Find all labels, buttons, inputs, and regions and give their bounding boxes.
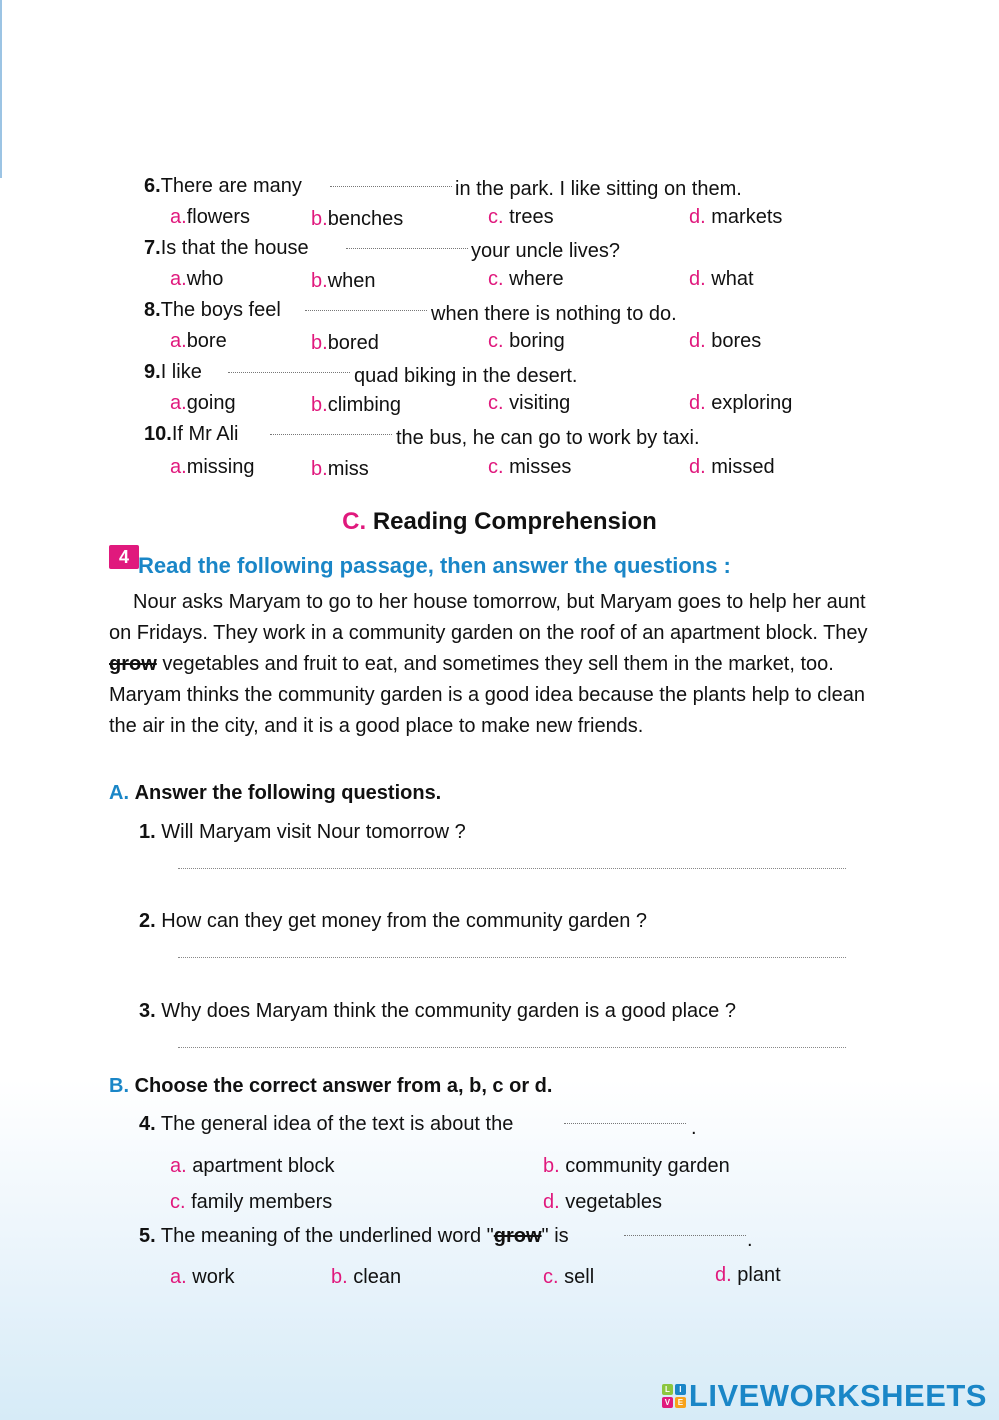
option-text: benches	[327, 208, 404, 230]
question-rest: the bus, he can go to work by taxi.	[396, 427, 700, 449]
section-title: Reading Comprehension	[372, 508, 657, 535]
option-text: work	[192, 1266, 235, 1288]
option-text: boring	[509, 330, 565, 352]
question-text: Why does Maryam think the community garden is a good place ?	[161, 1000, 736, 1022]
option-letter: a.	[170, 392, 187, 414]
option-b[interactable]	[311, 332, 379, 354]
option-letter: d.	[689, 268, 706, 290]
option-letter: c.	[488, 268, 504, 290]
option-c[interactable]	[488, 206, 554, 228]
question-text: The meaning of the underlined word "	[160, 1225, 494, 1247]
option-letter: a.	[170, 1266, 187, 1288]
option-a[interactable]	[170, 268, 223, 290]
option-letter: c.	[488, 330, 504, 352]
answer-blank[interactable]	[346, 248, 468, 249]
answer-blank[interactable]	[624, 1235, 746, 1236]
option-letter: d.	[715, 1264, 732, 1286]
question-stem	[144, 423, 238, 445]
option-text: exploring	[711, 392, 793, 414]
answer-line[interactable]	[178, 957, 846, 958]
answer-blank[interactable]	[270, 434, 392, 435]
option-letter: d.	[543, 1191, 560, 1213]
exercise-instruction: Read the following passage, then answer the questions :	[138, 553, 731, 578]
option-d[interactable]	[689, 206, 782, 228]
option-text: miss	[327, 458, 369, 480]
question-stem	[144, 175, 302, 197]
answer-blank[interactable]	[228, 372, 350, 373]
answer-line[interactable]	[178, 868, 846, 869]
option-text: climbing	[327, 394, 402, 416]
option-letter: b.	[311, 208, 328, 230]
option-c[interactable]	[488, 330, 565, 352]
question-stem	[144, 299, 281, 321]
option-letter: a.	[170, 206, 187, 228]
part-letter: B.	[109, 1075, 129, 1097]
option-d[interactable]	[689, 456, 775, 478]
option-d[interactable]	[689, 268, 754, 290]
option-letter: c.	[543, 1266, 559, 1288]
option-text: what	[711, 268, 754, 290]
option-letter: c.	[488, 392, 504, 414]
passage-highlight-word: grow	[109, 653, 157, 675]
part-title: Answer the following questions.	[134, 782, 442, 804]
logo-letter: I	[675, 1384, 686, 1395]
option-text: missed	[711, 456, 775, 478]
option-text: bore	[186, 330, 227, 352]
option-text: community garden	[565, 1155, 730, 1177]
passage-text: Nour asks Maryam to go to her house tomorrow, but Maryam goes to help her aunt on Fridays. They work in a community garden on the roof of an apartment block. They	[109, 591, 868, 644]
option-a[interactable]	[170, 206, 250, 228]
option-b[interactable]	[311, 270, 376, 292]
option-text: misses	[509, 456, 572, 478]
question-rest: your uncle lives?	[471, 240, 620, 262]
option-text: visiting	[509, 392, 571, 414]
option-text: family members	[191, 1191, 333, 1213]
option-letter: a.	[170, 456, 187, 478]
answer-blank[interactable]	[330, 186, 452, 187]
answer-blank[interactable]	[305, 310, 427, 311]
question-number: 7.	[144, 237, 161, 259]
part-a-heading	[109, 782, 441, 804]
option-d[interactable]	[689, 330, 761, 352]
option-text: going	[186, 392, 236, 414]
question-number: 1.	[139, 821, 156, 843]
option-text: flowers	[186, 206, 251, 228]
question-highlight-word: grow	[493, 1225, 542, 1247]
option-letter: c.	[170, 1191, 186, 1213]
part-letter: A.	[109, 782, 129, 804]
liveworksheets-logo[interactable]	[662, 1378, 987, 1414]
question-text: How can they get money from the community garden ?	[161, 910, 648, 932]
question-number: 8.	[144, 299, 161, 321]
question-4	[139, 1113, 513, 1135]
section-letter: C.	[342, 508, 367, 535]
sentence-end: .	[747, 1229, 753, 1251]
option-letter: a.	[170, 330, 187, 352]
section-heading	[0, 508, 999, 536]
option-letter: b.	[311, 332, 328, 354]
question-5	[139, 1225, 569, 1247]
option-letter: b.	[331, 1266, 348, 1288]
option-text: trees	[509, 206, 554, 228]
question-number: 4.	[139, 1113, 156, 1135]
option-letter: b.	[543, 1155, 560, 1177]
option-letter: c.	[488, 456, 504, 478]
question-rest: quad biking in the desert.	[354, 365, 578, 387]
option-c[interactable]	[488, 268, 564, 290]
question-rest: in the park. I like sitting on them.	[455, 178, 742, 200]
option-a[interactable]	[170, 456, 254, 478]
question-text: " is	[541, 1225, 569, 1247]
question-stem	[144, 361, 202, 383]
option-letter: d.	[689, 392, 706, 414]
option-b[interactable]	[543, 1155, 730, 1177]
question-stem-text: The boys feel	[160, 299, 281, 321]
logo-letter: E	[675, 1397, 686, 1408]
option-letter: b.	[311, 394, 328, 416]
option-b[interactable]	[311, 394, 401, 416]
question-2	[139, 910, 647, 932]
option-d[interactable]	[543, 1191, 662, 1213]
answer-line[interactable]	[178, 1047, 846, 1048]
part-title: Choose the correct answer from a, b, c or d.	[134, 1075, 553, 1097]
exercise-number-badge: 4	[109, 545, 139, 569]
option-letter: b.	[311, 458, 328, 480]
logo-icon	[662, 1384, 686, 1408]
option-letter: d.	[689, 456, 706, 478]
option-text: markets	[711, 206, 783, 228]
option-a[interactable]	[170, 1155, 335, 1177]
option-d[interactable]	[689, 392, 792, 414]
option-b[interactable]	[311, 208, 403, 230]
part-b-heading	[109, 1075, 552, 1097]
option-c[interactable]	[543, 1266, 594, 1288]
option-c[interactable]	[488, 392, 570, 414]
option-text: when	[327, 270, 376, 292]
option-letter: b.	[311, 270, 328, 292]
option-letter: d.	[689, 206, 706, 228]
logo-text: LIVEWORKSHEETS	[688, 1378, 987, 1413]
option-text: missing	[186, 456, 255, 478]
question-number: 6.	[144, 175, 161, 197]
question-stem	[144, 237, 309, 259]
question-number: 10.	[144, 423, 172, 445]
passage-paragraph	[109, 587, 879, 742]
question-stem-text: If Mr Ali	[171, 423, 239, 445]
question-rest: when there is nothing to do.	[431, 303, 677, 325]
question-number: 9.	[144, 361, 161, 383]
question-number: 5.	[139, 1225, 156, 1247]
option-text: bores	[711, 330, 762, 352]
sentence-end: .	[691, 1117, 697, 1139]
option-text: who	[186, 268, 224, 290]
option-letter: d.	[689, 330, 706, 352]
option-a[interactable]	[170, 1266, 234, 1288]
option-text: sell	[564, 1266, 595, 1288]
option-a[interactable]	[170, 330, 227, 352]
reading-passage	[109, 587, 879, 742]
logo-letter: L	[662, 1384, 673, 1395]
question-3	[139, 1000, 736, 1022]
question-text: Will Maryam visit Nour tomorrow ?	[161, 821, 466, 843]
left-edge-line	[0, 0, 2, 178]
option-letter: c.	[488, 206, 504, 228]
answer-blank[interactable]	[564, 1123, 686, 1124]
question-stem-text: Is that the house	[160, 237, 309, 259]
question-stem-text: There are many	[160, 175, 302, 197]
question-1	[139, 821, 466, 843]
option-text: plant	[737, 1264, 781, 1286]
option-c[interactable]	[170, 1191, 332, 1213]
question-number: 3.	[139, 1000, 156, 1022]
option-b[interactable]	[331, 1266, 401, 1288]
option-text: bored	[327, 332, 379, 354]
option-d[interactable]	[715, 1264, 781, 1286]
option-a[interactable]	[170, 392, 236, 414]
question-stem-text: I like	[160, 361, 202, 383]
option-b[interactable]	[311, 458, 369, 480]
passage-text: vegetables and fruit to eat, and sometimes they sell them in the market, too. Maryam thinks the community garden is a good idea because the plants help to clean the air in the city, and it is a good place to make new friends.	[109, 653, 865, 737]
logo-letter: V	[662, 1397, 673, 1408]
option-text: where	[509, 268, 564, 290]
option-text: apartment block	[192, 1155, 335, 1177]
option-text: vegetables	[565, 1191, 662, 1213]
question-text: The general idea of the text is about the	[160, 1113, 514, 1135]
option-letter: a.	[170, 268, 187, 290]
option-text: clean	[353, 1266, 402, 1288]
question-number: 2.	[139, 910, 156, 932]
option-c[interactable]	[488, 456, 571, 478]
option-letter: a.	[170, 1155, 187, 1177]
